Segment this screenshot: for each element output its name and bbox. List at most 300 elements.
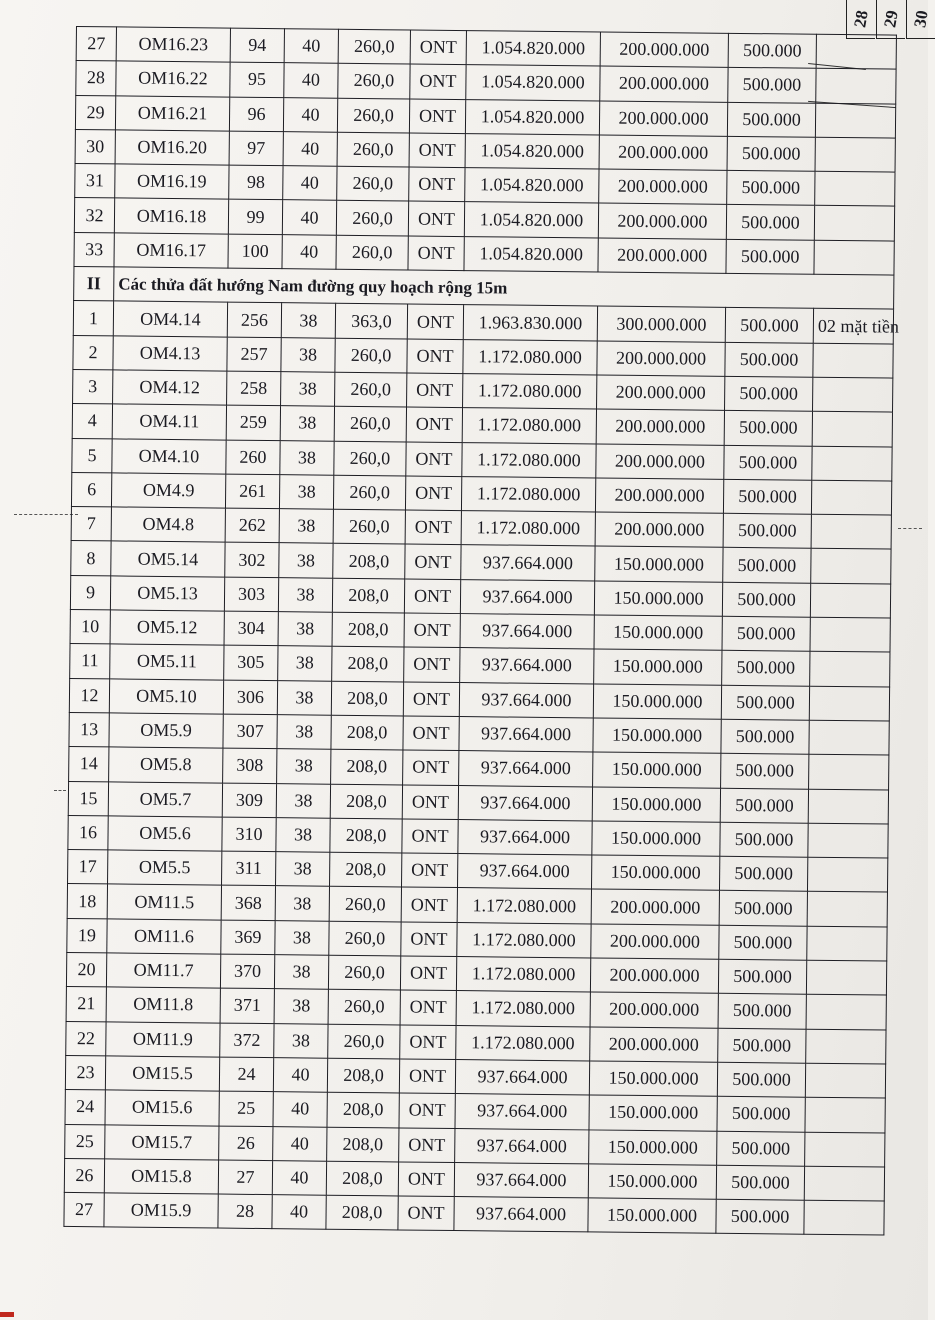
cell-note [811, 480, 891, 515]
cell-parcel-number: 305 [224, 645, 278, 680]
cell-lot-code: OM15.9 [104, 1193, 218, 1228]
cell-starting-price: 1.172.080.000 [456, 957, 590, 993]
table-body-section-1 [74, 27, 896, 276]
cell-map-sheet: 40 [282, 200, 336, 235]
cell-stt: 21 [66, 987, 106, 1022]
cell-land-type: ONT [409, 133, 465, 168]
cell-land-type: ONT [401, 887, 457, 922]
cell-fee: 500.000 [723, 513, 811, 548]
cell-note [804, 1166, 884, 1201]
cell-area: 260,0 [333, 509, 405, 544]
cell-deposit: 200.000.000 [598, 238, 726, 274]
cell-note [815, 171, 895, 206]
cell-parcel-number: 258 [227, 371, 281, 406]
cell-land-type: ONT [407, 373, 463, 408]
cell-lot-code: OM5.9 [109, 713, 223, 748]
cell-stt: 33 [74, 232, 114, 267]
cell-lot-code: OM5.14 [111, 541, 225, 576]
cell-land-type: ONT [402, 819, 458, 854]
cell-starting-price: 937.664.000 [455, 1059, 589, 1095]
cell-land-type: ONT [409, 167, 465, 202]
cell-fee: 500.000 [723, 548, 811, 583]
cell-parcel-number: 28 [218, 1194, 272, 1229]
cell-lot-code: OM11.8 [106, 987, 220, 1022]
cell-stt: 4 [72, 404, 112, 439]
cell-deposit: 200.000.000 [596, 409, 724, 445]
cell-lot-code: OM15.8 [104, 1159, 218, 1194]
cell-land-type: ONT [407, 304, 463, 339]
cell-fee: 500.000 [717, 1131, 805, 1166]
cell-map-sheet: 40 [283, 132, 337, 167]
cell-deposit: 150.000.000 [589, 1129, 717, 1165]
cell-map-sheet: 38 [274, 1023, 328, 1058]
cell-parcel-number: 260 [226, 440, 280, 475]
cell-area: 260,0 [337, 132, 409, 167]
cell-lot-code: OM15.5 [105, 1056, 219, 1091]
cell-land-type: ONT [410, 64, 466, 99]
cell-area: 208,0 [331, 681, 403, 716]
cell-map-sheet: 40 [282, 234, 336, 269]
cell-land-type: ONT [401, 853, 457, 888]
cell-area: 208,0 [331, 749, 403, 784]
cell-stt: 22 [66, 1021, 106, 1056]
cell-stt: 23 [65, 1055, 105, 1090]
cell-lot-code: OM11.5 [107, 884, 221, 919]
cell-parcel-number: 24 [219, 1057, 273, 1092]
cell-map-sheet: 40 [273, 1126, 327, 1161]
cell-fee: 500.000 [716, 1165, 804, 1200]
cell-fee: 500.000 [719, 891, 807, 926]
cell-map-sheet: 38 [279, 509, 333, 544]
cell-deposit: 150.000.000 [594, 615, 722, 651]
cell-area: 260,0 [336, 201, 408, 236]
cell-note [808, 823, 888, 858]
cell-land-type: ONT [404, 579, 460, 614]
cell-lot-code: OM16.17 [114, 233, 228, 268]
cell-note [812, 411, 892, 446]
edge-page-tab: 28 [846, 0, 875, 39]
cell-parcel-number: 372 [220, 1023, 274, 1058]
cell-stt: 6 [71, 472, 111, 507]
cell-stt: 18 [67, 884, 107, 919]
cell-land-type: ONT [407, 339, 463, 374]
cell-note [814, 206, 894, 241]
cell-parcel-number: 26 [219, 1126, 273, 1161]
cell-deposit: 200.000.000 [597, 375, 725, 411]
cell-starting-price: 1.172.080.000 [461, 476, 595, 512]
cell-map-sheet: 38 [280, 406, 334, 441]
cell-fee: 500.000 [721, 685, 809, 720]
cell-starting-price: 1.172.080.000 [463, 374, 597, 410]
cell-lot-code: OM5.13 [110, 576, 224, 611]
cell-deposit: 200.000.000 [599, 135, 727, 171]
cell-starting-price: 937.664.000 [454, 1162, 588, 1198]
cell-parcel-number: 25 [219, 1091, 273, 1126]
cell-land-type: ONT [405, 544, 461, 579]
cell-deposit: 150.000.000 [591, 855, 719, 891]
cell-stt: 29 [75, 95, 115, 130]
cell-deposit: 150.000.000 [593, 752, 721, 788]
cell-starting-price: 1.172.080.000 [462, 442, 596, 478]
cell-land-type: ONT [400, 990, 456, 1025]
cell-deposit: 150.000.000 [588, 1198, 716, 1234]
cell-map-sheet: 38 [275, 920, 329, 955]
cell-stt: 19 [67, 918, 107, 953]
cell-fee: 500.000 [720, 788, 808, 823]
cell-stt: 9 [70, 575, 110, 610]
cell-map-sheet: 38 [274, 955, 328, 990]
cell-land-type: ONT [398, 1196, 454, 1231]
cell-starting-price: 937.664.000 [455, 1094, 589, 1130]
cell-parcel-number: 368 [221, 885, 275, 920]
cell-stt: 3 [73, 369, 113, 404]
cell-map-sheet: 40 [273, 1058, 327, 1093]
cell-deposit: 150.000.000 [592, 786, 720, 822]
cell-land-type: ONT [398, 1162, 454, 1197]
land-lot-table [63, 26, 897, 1236]
cell-deposit: 200.000.000 [599, 169, 727, 205]
cell-deposit: 150.000.000 [589, 1095, 717, 1131]
cell-lot-code: OM5.7 [108, 781, 222, 816]
margin-dash-mark [54, 790, 66, 791]
cell-deposit: 200.000.000 [591, 889, 719, 925]
cell-starting-price: 937.664.000 [460, 614, 594, 650]
table-body-section-2 [64, 301, 899, 1236]
cell-map-sheet: 38 [277, 749, 331, 784]
cell-area: 260,0 [335, 372, 407, 407]
cell-parcel-number: 369 [221, 920, 275, 955]
cell-deposit: 150.000.000 [594, 581, 722, 617]
cell-fee: 500.000 [728, 33, 816, 68]
cell-stt: 30 [75, 129, 115, 164]
cell-parcel-number: 27 [218, 1160, 272, 1195]
cell-map-sheet: 38 [275, 886, 329, 921]
cell-deposit: 200.000.000 [596, 444, 724, 480]
section-number: II [74, 267, 114, 302]
cell-starting-price: 937.664.000 [458, 819, 592, 855]
cell-parcel-number: 371 [220, 988, 274, 1023]
cell-area: 260,0 [334, 441, 406, 476]
cell-lot-code: OM11.7 [106, 953, 220, 988]
cell-map-sheet: 38 [278, 646, 332, 681]
cell-map-sheet: 38 [280, 440, 334, 475]
cell-land-type: ONT [399, 1093, 455, 1128]
cell-note [816, 34, 896, 69]
cell-area: 208,0 [332, 612, 404, 647]
cell-stt: 32 [74, 198, 114, 233]
cell-area: 260,0 [328, 1024, 400, 1059]
cell-note [810, 617, 890, 652]
cell-fee: 500.000 [726, 239, 814, 274]
cell-starting-price: 1.054.820.000 [465, 168, 599, 204]
cell-land-type: ONT [409, 99, 465, 134]
cell-note [806, 960, 886, 995]
cell-map-sheet: 38 [276, 852, 330, 887]
cell-area: 260,0 [329, 887, 401, 922]
cell-area: 208,0 [326, 1161, 398, 1196]
cell-land-type: ONT [408, 236, 464, 271]
cell-starting-price: 937.664.000 [459, 716, 593, 752]
cell-note [814, 240, 894, 275]
cell-starting-price: 1.054.820.000 [464, 202, 598, 238]
cell-note [809, 686, 889, 721]
cell-area: 260,0 [337, 98, 409, 133]
cell-stt: 26 [64, 1158, 104, 1193]
cell-parcel-number: 307 [223, 714, 277, 749]
cell-fee: 500.000 [727, 102, 815, 137]
cell-area: 260,0 [329, 921, 401, 956]
cell-stt: 14 [69, 747, 109, 782]
section-title: Các thửa đất hướng Nam đường quy hoạch rộng 15m [114, 267, 894, 309]
cell-stt: 25 [65, 1124, 105, 1159]
cell-stt: 10 [70, 610, 110, 645]
cell-fee: 500.000 [721, 754, 809, 789]
cell-deposit: 200.000.000 [599, 101, 727, 137]
cell-map-sheet: 38 [279, 475, 333, 510]
cell-fee: 500.000 [722, 651, 810, 686]
cell-parcel-number: 256 [227, 302, 281, 337]
cell-land-type: ONT [404, 647, 460, 682]
cell-fee: 500.000 [721, 719, 809, 754]
cell-starting-price: 1.172.080.000 [456, 991, 590, 1027]
cell-lot-code: OM16.23 [116, 27, 230, 62]
cell-area: 208,0 [332, 647, 404, 682]
cell-starting-price: 937.664.000 [460, 579, 594, 615]
cell-map-sheet: 38 [278, 612, 332, 647]
cell-stt: 12 [69, 678, 109, 713]
cell-area: 208,0 [330, 818, 402, 853]
cell-starting-price: 937.664.000 [459, 682, 593, 718]
cell-fee: 500.000 [717, 1096, 805, 1131]
cell-area: 260,0 [328, 990, 400, 1025]
cell-note [811, 514, 891, 549]
cell-starting-price: 1.054.820.000 [465, 133, 599, 169]
cell-parcel-number: 95 [230, 62, 284, 97]
cell-fee: 500.000 [725, 342, 813, 377]
cell-fee: 500.000 [728, 68, 816, 103]
cell-land-type: ONT [406, 407, 462, 442]
cell-deposit: 200.000.000 [590, 1027, 718, 1063]
cell-map-sheet: 38 [276, 817, 330, 852]
cell-stt: 1 [73, 301, 113, 336]
cell-map-sheet: 40 [283, 166, 337, 201]
cell-fee: 500.000 [726, 205, 814, 240]
cell-land-type: ONT [404, 613, 460, 648]
cell-deposit: 150.000.000 [593, 684, 721, 720]
edge-page-tab: 29 [876, 0, 905, 39]
cell-land-type: ONT [400, 1025, 456, 1060]
cell-land-type: ONT [399, 1059, 455, 1094]
cell-parcel-number: 94 [230, 28, 284, 63]
cell-area: 260,0 [336, 235, 408, 270]
cell-fee: 500.000 [725, 308, 813, 343]
cell-fee: 500.000 [723, 479, 811, 514]
cell-map-sheet: 38 [274, 989, 328, 1024]
cell-area: 260,0 [337, 166, 409, 201]
cell-deposit: 200.000.000 [597, 341, 725, 377]
cell-area: 363,0 [335, 304, 407, 339]
cell-area: 260,0 [333, 475, 405, 510]
cell-starting-price: 1.054.820.000 [465, 99, 599, 135]
cell-starting-price: 1.172.080.000 [463, 339, 597, 375]
cell-lot-code: OM5.5 [108, 850, 222, 885]
cell-fee: 500.000 [727, 136, 815, 171]
cell-starting-price: 937.664.000 [454, 1197, 588, 1233]
cell-deposit: 150.000.000 [589, 1061, 717, 1097]
cell-starting-price: 1.054.820.000 [466, 31, 600, 67]
cell-land-type: ONT [408, 201, 464, 236]
cell-parcel-number: 259 [226, 405, 280, 440]
cell-map-sheet: 40 [272, 1160, 326, 1195]
cell-note [813, 377, 893, 412]
cell-note [806, 995, 886, 1030]
cell-note: 02 mặt tiền [813, 309, 893, 344]
cell-note [807, 926, 887, 961]
cell-starting-price: 937.664.000 [460, 648, 594, 684]
cell-map-sheet: 38 [277, 715, 331, 750]
cell-map-sheet: 40 [284, 29, 338, 64]
cell-land-type: ONT [410, 30, 466, 65]
cell-parcel-number: 98 [229, 165, 283, 200]
cell-fee: 500.000 [718, 1028, 806, 1063]
cell-lot-code: OM11.9 [106, 1021, 220, 1056]
cell-note [804, 1200, 884, 1235]
cell-map-sheet: 40 [284, 63, 338, 98]
cell-land-type: ONT [402, 784, 458, 819]
cell-deposit: 150.000.000 [588, 1164, 716, 1200]
cell-note [812, 446, 892, 481]
margin-dash-mark [14, 514, 78, 515]
cell-parcel-number: 97 [229, 131, 283, 166]
cell-parcel-number: 310 [222, 817, 276, 852]
cell-area: 260,0 [338, 64, 410, 99]
cell-parcel-number: 257 [227, 337, 281, 372]
cell-stt: 27 [64, 1193, 104, 1228]
cell-note [809, 754, 889, 789]
cell-note [807, 857, 887, 892]
cell-stt: 16 [68, 815, 108, 850]
cell-deposit: 200.000.000 [595, 478, 723, 514]
cell-area: 208,0 [327, 1092, 399, 1127]
cell-lot-code: OM5.11 [110, 644, 224, 679]
edge-page-tab: 30 [906, 0, 935, 39]
cell-parcel-number: 100 [228, 234, 282, 269]
cell-deposit: 200.000.000 [600, 32, 728, 68]
cell-deposit: 150.000.000 [595, 546, 723, 582]
cell-deposit: 200.000.000 [598, 203, 726, 239]
cell-stt: 13 [69, 712, 109, 747]
cell-lot-code: OM16.20 [115, 130, 229, 165]
cell-note [815, 137, 895, 172]
cell-land-type: ONT [401, 922, 457, 957]
cell-map-sheet: 40 [283, 97, 337, 132]
cell-lot-code: OM4.8 [111, 507, 225, 542]
cell-fee: 500.000 [718, 994, 806, 1029]
cell-lot-code: OM5.8 [109, 747, 223, 782]
cell-fee: 500.000 [722, 616, 810, 651]
cell-starting-price: 937.664.000 [458, 785, 592, 821]
cell-land-type: ONT [400, 956, 456, 991]
cell-lot-code: OM11.6 [107, 919, 221, 954]
cell-stt: 31 [75, 164, 115, 199]
cell-stt: 20 [66, 952, 106, 987]
cell-land-type: ONT [399, 1127, 455, 1162]
cell-lot-code: OM15.7 [105, 1124, 219, 1159]
cell-map-sheet: 38 [281, 372, 335, 407]
cell-starting-price: 1.172.080.000 [461, 511, 595, 547]
cell-area: 208,0 [327, 1127, 399, 1162]
cell-note [805, 1097, 885, 1132]
cell-map-sheet: 40 [273, 1092, 327, 1127]
cell-deposit: 200.000.000 [591, 924, 719, 960]
cell-area: 208,0 [330, 852, 402, 887]
cell-lot-code: OM5.12 [110, 610, 224, 645]
cell-land-type: ONT [406, 442, 462, 477]
cell-stt: 7 [71, 507, 111, 542]
cell-note [813, 343, 893, 378]
margin-dash-mark [898, 528, 922, 529]
cell-stt: 8 [71, 541, 111, 576]
cell-note [805, 1063, 885, 1098]
cell-note [809, 720, 889, 755]
cell-area: 260,0 [338, 29, 410, 64]
cell-parcel-number: 309 [222, 783, 276, 818]
cell-parcel-number: 304 [224, 611, 278, 646]
cell-land-type: ONT [405, 476, 461, 511]
cell-stt: 28 [76, 61, 116, 96]
cell-deposit: 300.000.000 [597, 306, 725, 342]
cell-fee: 500.000 [724, 445, 812, 480]
cell-starting-price: 1.054.820.000 [466, 65, 600, 101]
cell-starting-price: 1.963.830.000 [463, 305, 597, 341]
cell-parcel-number: 262 [225, 508, 279, 543]
cell-parcel-number: 308 [223, 748, 277, 783]
cell-parcel-number: 99 [228, 200, 282, 235]
cell-fee: 500.000 [719, 925, 807, 960]
cell-parcel-number: 96 [229, 97, 283, 132]
cell-note [807, 892, 887, 927]
cell-starting-price: 937.664.000 [461, 545, 595, 581]
cell-lot-code: OM4.11 [112, 404, 226, 439]
cell-starting-price: 1.172.080.000 [457, 922, 591, 958]
cell-map-sheet: 38 [281, 303, 335, 338]
cell-note [815, 103, 895, 138]
cell-starting-price: 937.664.000 [459, 751, 593, 787]
cell-lot-code: OM16.22 [116, 61, 230, 96]
red-corner-mark [0, 1312, 14, 1317]
cell-fee: 500.000 [719, 856, 807, 891]
cell-lot-code: OM4.9 [111, 473, 225, 508]
cell-stt: 24 [65, 1090, 105, 1125]
cell-parcel-number: 303 [224, 577, 278, 612]
cell-lot-code: OM4.14 [113, 301, 227, 336]
cell-fee: 500.000 [718, 959, 806, 994]
cell-fee: 500.000 [724, 411, 812, 446]
cell-note [810, 583, 890, 618]
cell-area: 208,0 [332, 578, 404, 613]
cell-lot-code: OM5.6 [108, 816, 222, 851]
cell-starting-price: 1.172.080.000 [457, 888, 591, 924]
cell-map-sheet: 38 [277, 680, 331, 715]
cell-fee: 500.000 [722, 582, 810, 617]
cell-starting-price: 1.172.080.000 [456, 1025, 590, 1061]
cell-lot-code: OM5.10 [109, 679, 223, 714]
cell-note [810, 652, 890, 687]
cell-area: 208,0 [327, 1058, 399, 1093]
cell-area: 208,0 [333, 544, 405, 579]
cell-land-type: ONT [403, 682, 459, 717]
cell-stt: 2 [73, 335, 113, 370]
